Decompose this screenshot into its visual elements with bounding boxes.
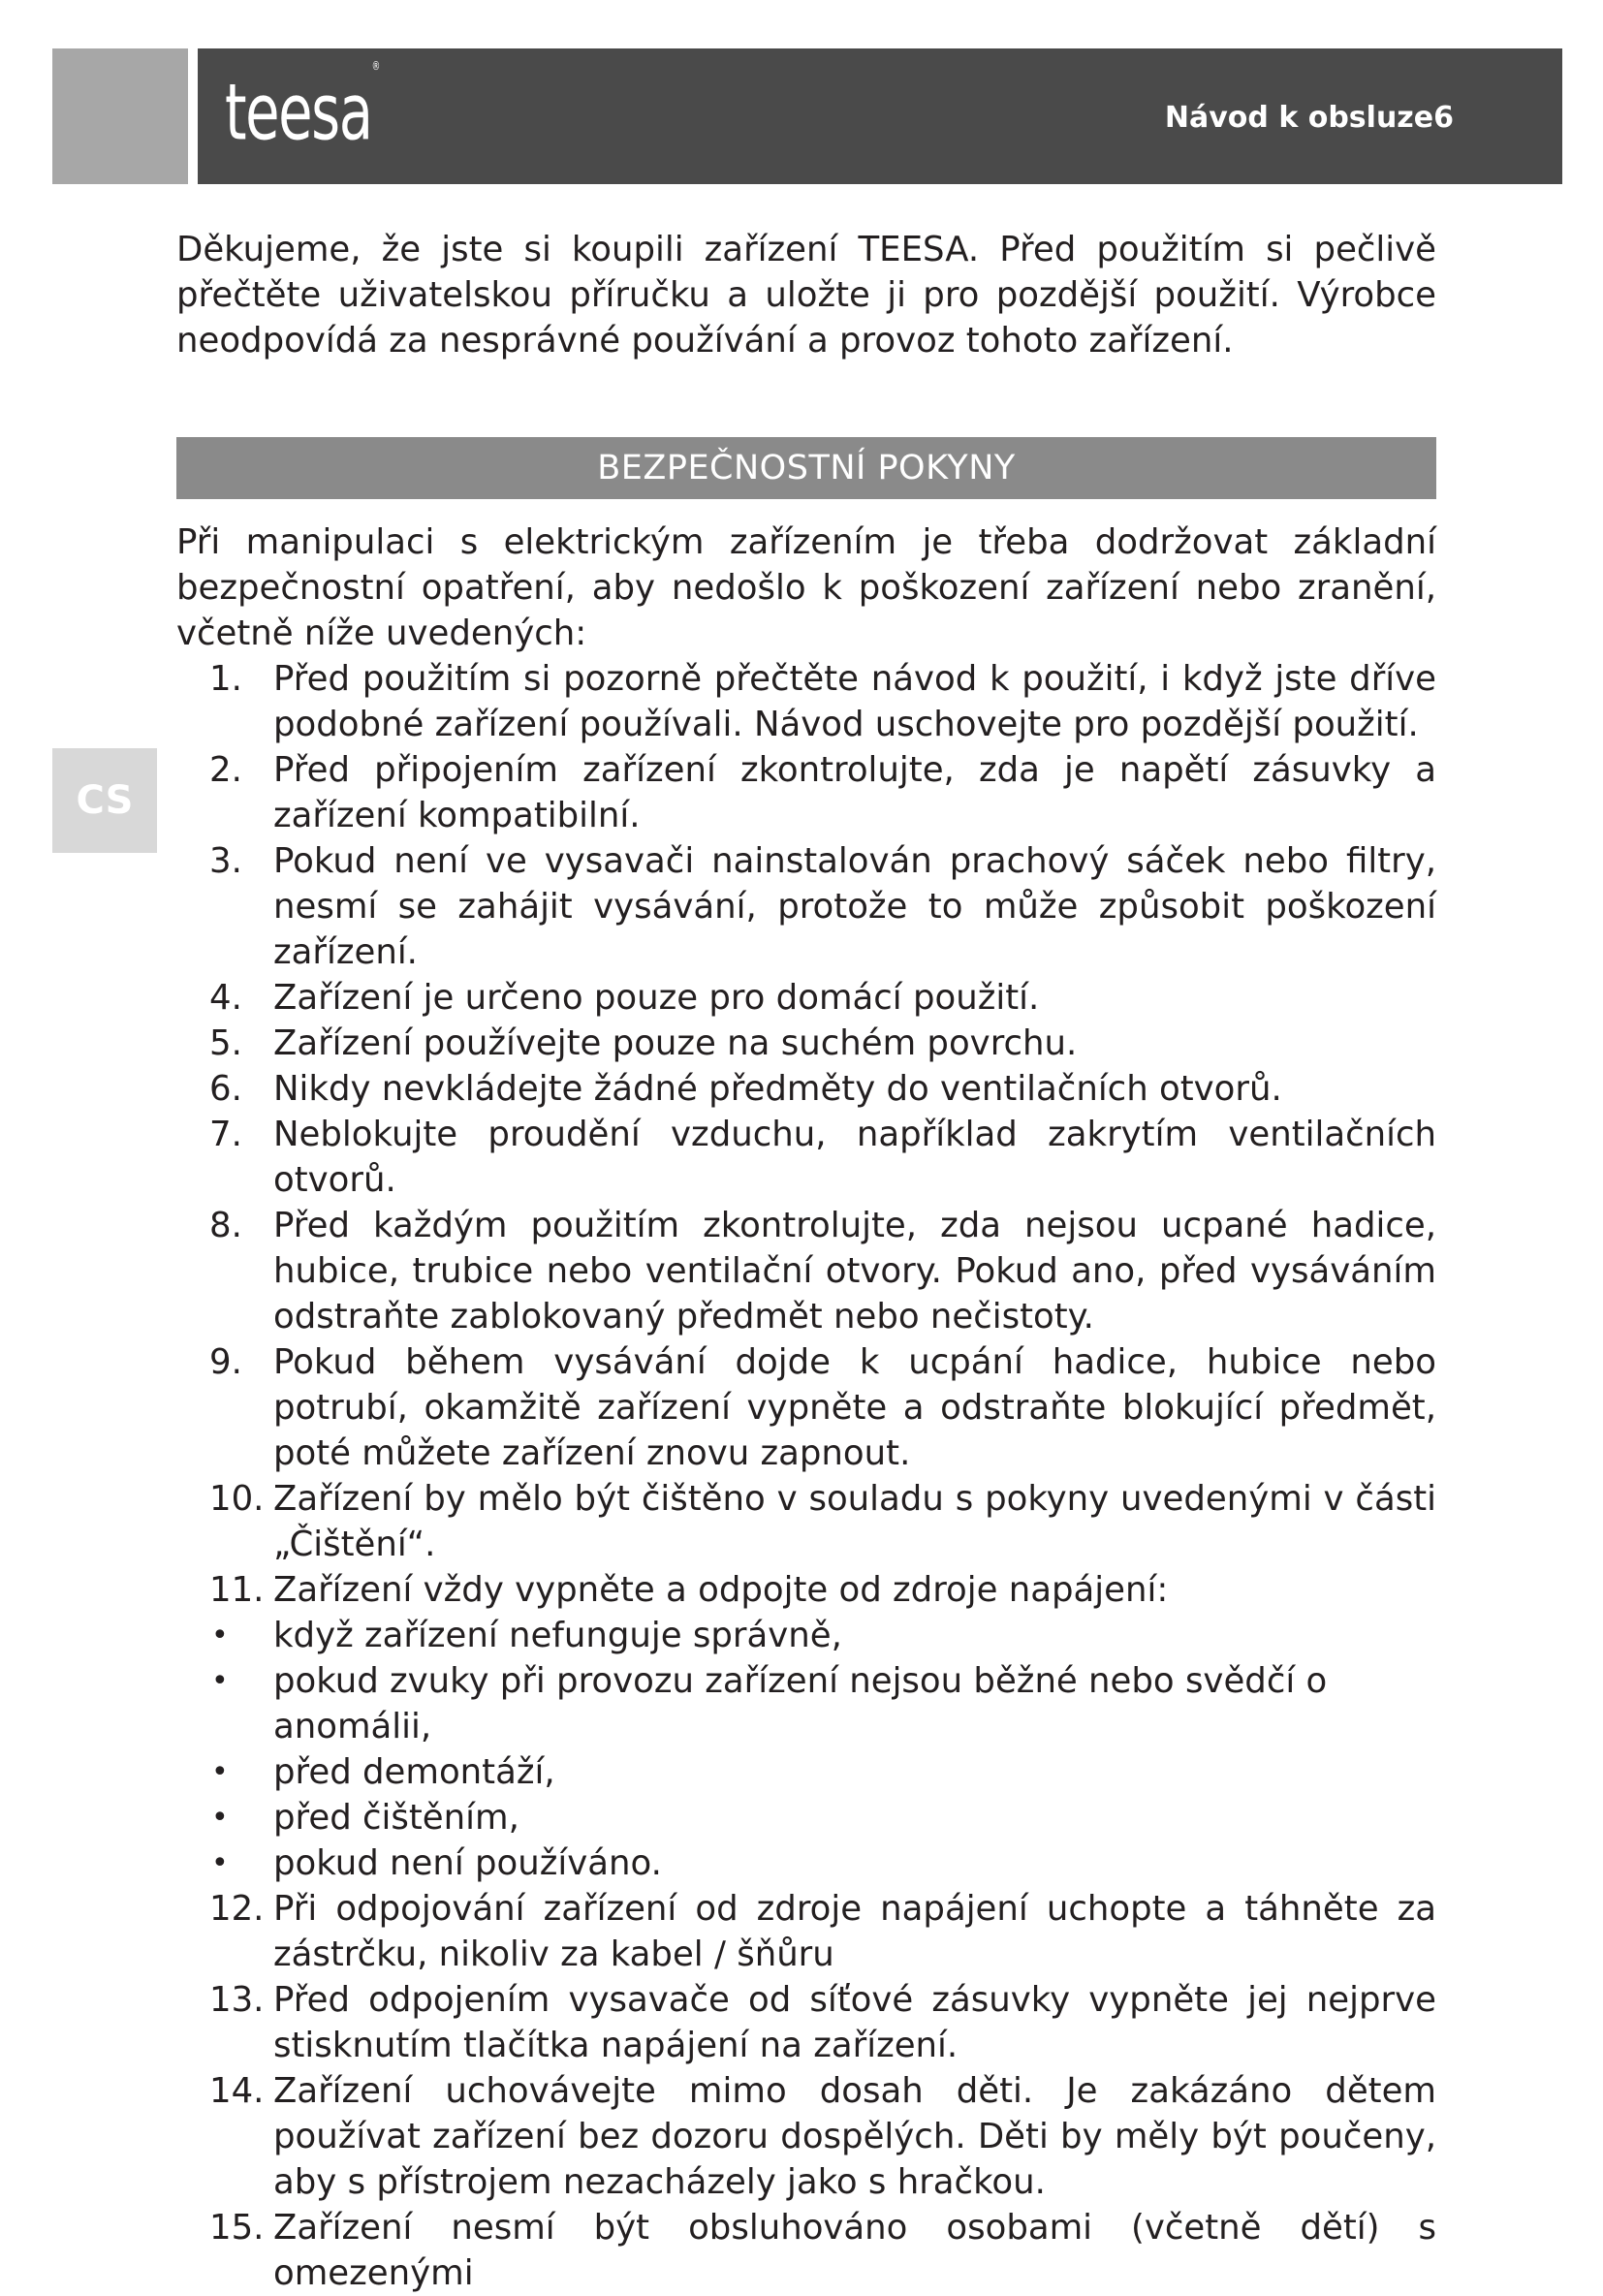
language-tab [52,748,157,853]
list-item: 8. Před každým použitím zkontrolujte, zda nejsou ucpané hadice, hubice, trubice nebo ventilační otvory. Pokud ano, před vysáváním odstraňte zablokovaný předmět nebo nečistoty. [209,1206,1436,1337]
bullet-list [176,1613,1436,1886]
list-item: 15. Zařízení nesmí být obsluhováno osobami (včetně dětí) s omezenými [209,2208,1436,2293]
bullet-item: • pokud zvuky při provozu zařízení nejsou běžné nebo svědčí o anomálii, [176,1658,1436,1749]
list-item: 7. Neblokujte proudění vzduchu, například zakrytím ventilačních otvorů. [209,1115,1436,1200]
document-title: Návod k obsluze6 [1164,101,1454,135]
intro-block [176,227,1436,363]
section-title: BEZPEČNOSTNÍ POKYNY [597,449,1016,488]
bullet-item: • pokud není používáno. [176,1840,1436,1886]
safety-list-2 [176,1886,1436,2296]
list-item: 1. Před použitím si pozorně přečtěte návod k použití, i když jste dříve podobné zařízení používali. Návod uschovejte pro pozdější použití. [209,659,1436,744]
section-heading-bar [176,437,1436,499]
list-item: 3. Pokud není ve vysavači nainstalován prachový sáček nebo filtry, nesmí se zahájit vysávání, protože to může způsobit poškození zařízení. [209,841,1436,972]
brand-logo: teesa® [225,59,381,158]
list-item: 12. Při odpojování zařízení od zdroje napájení uchopte a táhněte za zástrčku, nikoliv za kabel / šňůru [209,1889,1436,1974]
safety-instructions [176,519,1436,2296]
bullet-item: • před demontáží, [176,1749,1436,1795]
safety-list-1 [176,656,1436,1613]
list-item: 6. Nikdy nevkládejte žádné předměty do ventilačních otvorů. [209,1069,1282,1109]
list-item: 11. Zařízení vždy vypněte a odpojte od zdroje napájení: [209,1570,1169,1610]
safety-lead: Při manipulaci s elektrickým zařízením je třeba dodržovat základní bezpečnostní opatření, aby nedošlo k poškození zařízení nebo zranění, včetně níže uvedených: [176,522,1436,653]
list-item: 13. Před odpojením vysavače od síťové zásuvky vypněte jej nejprve stisknutím tlačítka napájení na zařízení. [209,1980,1436,2065]
list-item: 14. Zařízení uchovávejte mimo dosah děti. Je zakázáno dětem používat zařízení bez dozoru dospělých. Děti by měly být poučeny, aby s přístrojem nezacházely jako s hračkou. [209,2071,1436,2202]
list-item: 10. Zařízení by mělo být čištěno v souladu s pokyny uvedenými v části „Čištění“. [209,1479,1436,1564]
header-bar [198,48,1562,184]
list-item: 9. Pokud během vysávání dojde k ucpání hadice, hubice nebo potrubí, okamžitě zařízení vypněte a odstraňte blokující předmět, poté můžete zařízení znovu zapnout. [209,1342,1436,1473]
bullet-item: • před čištěním, [176,1795,1436,1840]
list-item: 2. Před připojením zařízení zkontrolujte, zda je napětí zásuvky a zařízení kompatibilní. [209,750,1436,835]
bullet-item: • když zařízení nefunguje správně, [176,1613,1436,1658]
list-item: 4. Zařízení je určeno pouze pro domácí použití. [209,978,1040,1018]
language-code: CS [76,778,134,823]
list-item: 5. Zařízení používejte pouze na suchém povrchu. [209,1023,1078,1063]
header-gray-block [52,48,188,184]
intro-paragraph: Děkujeme, že jste si koupili zařízení TEESA. Před použitím si pečlivě přečtěte uživatelskou příručku a uložte ji pro pozdější použití. Výrobce neodpovídá za nesprávné používání a provoz tohoto zařízení. [176,230,1436,361]
